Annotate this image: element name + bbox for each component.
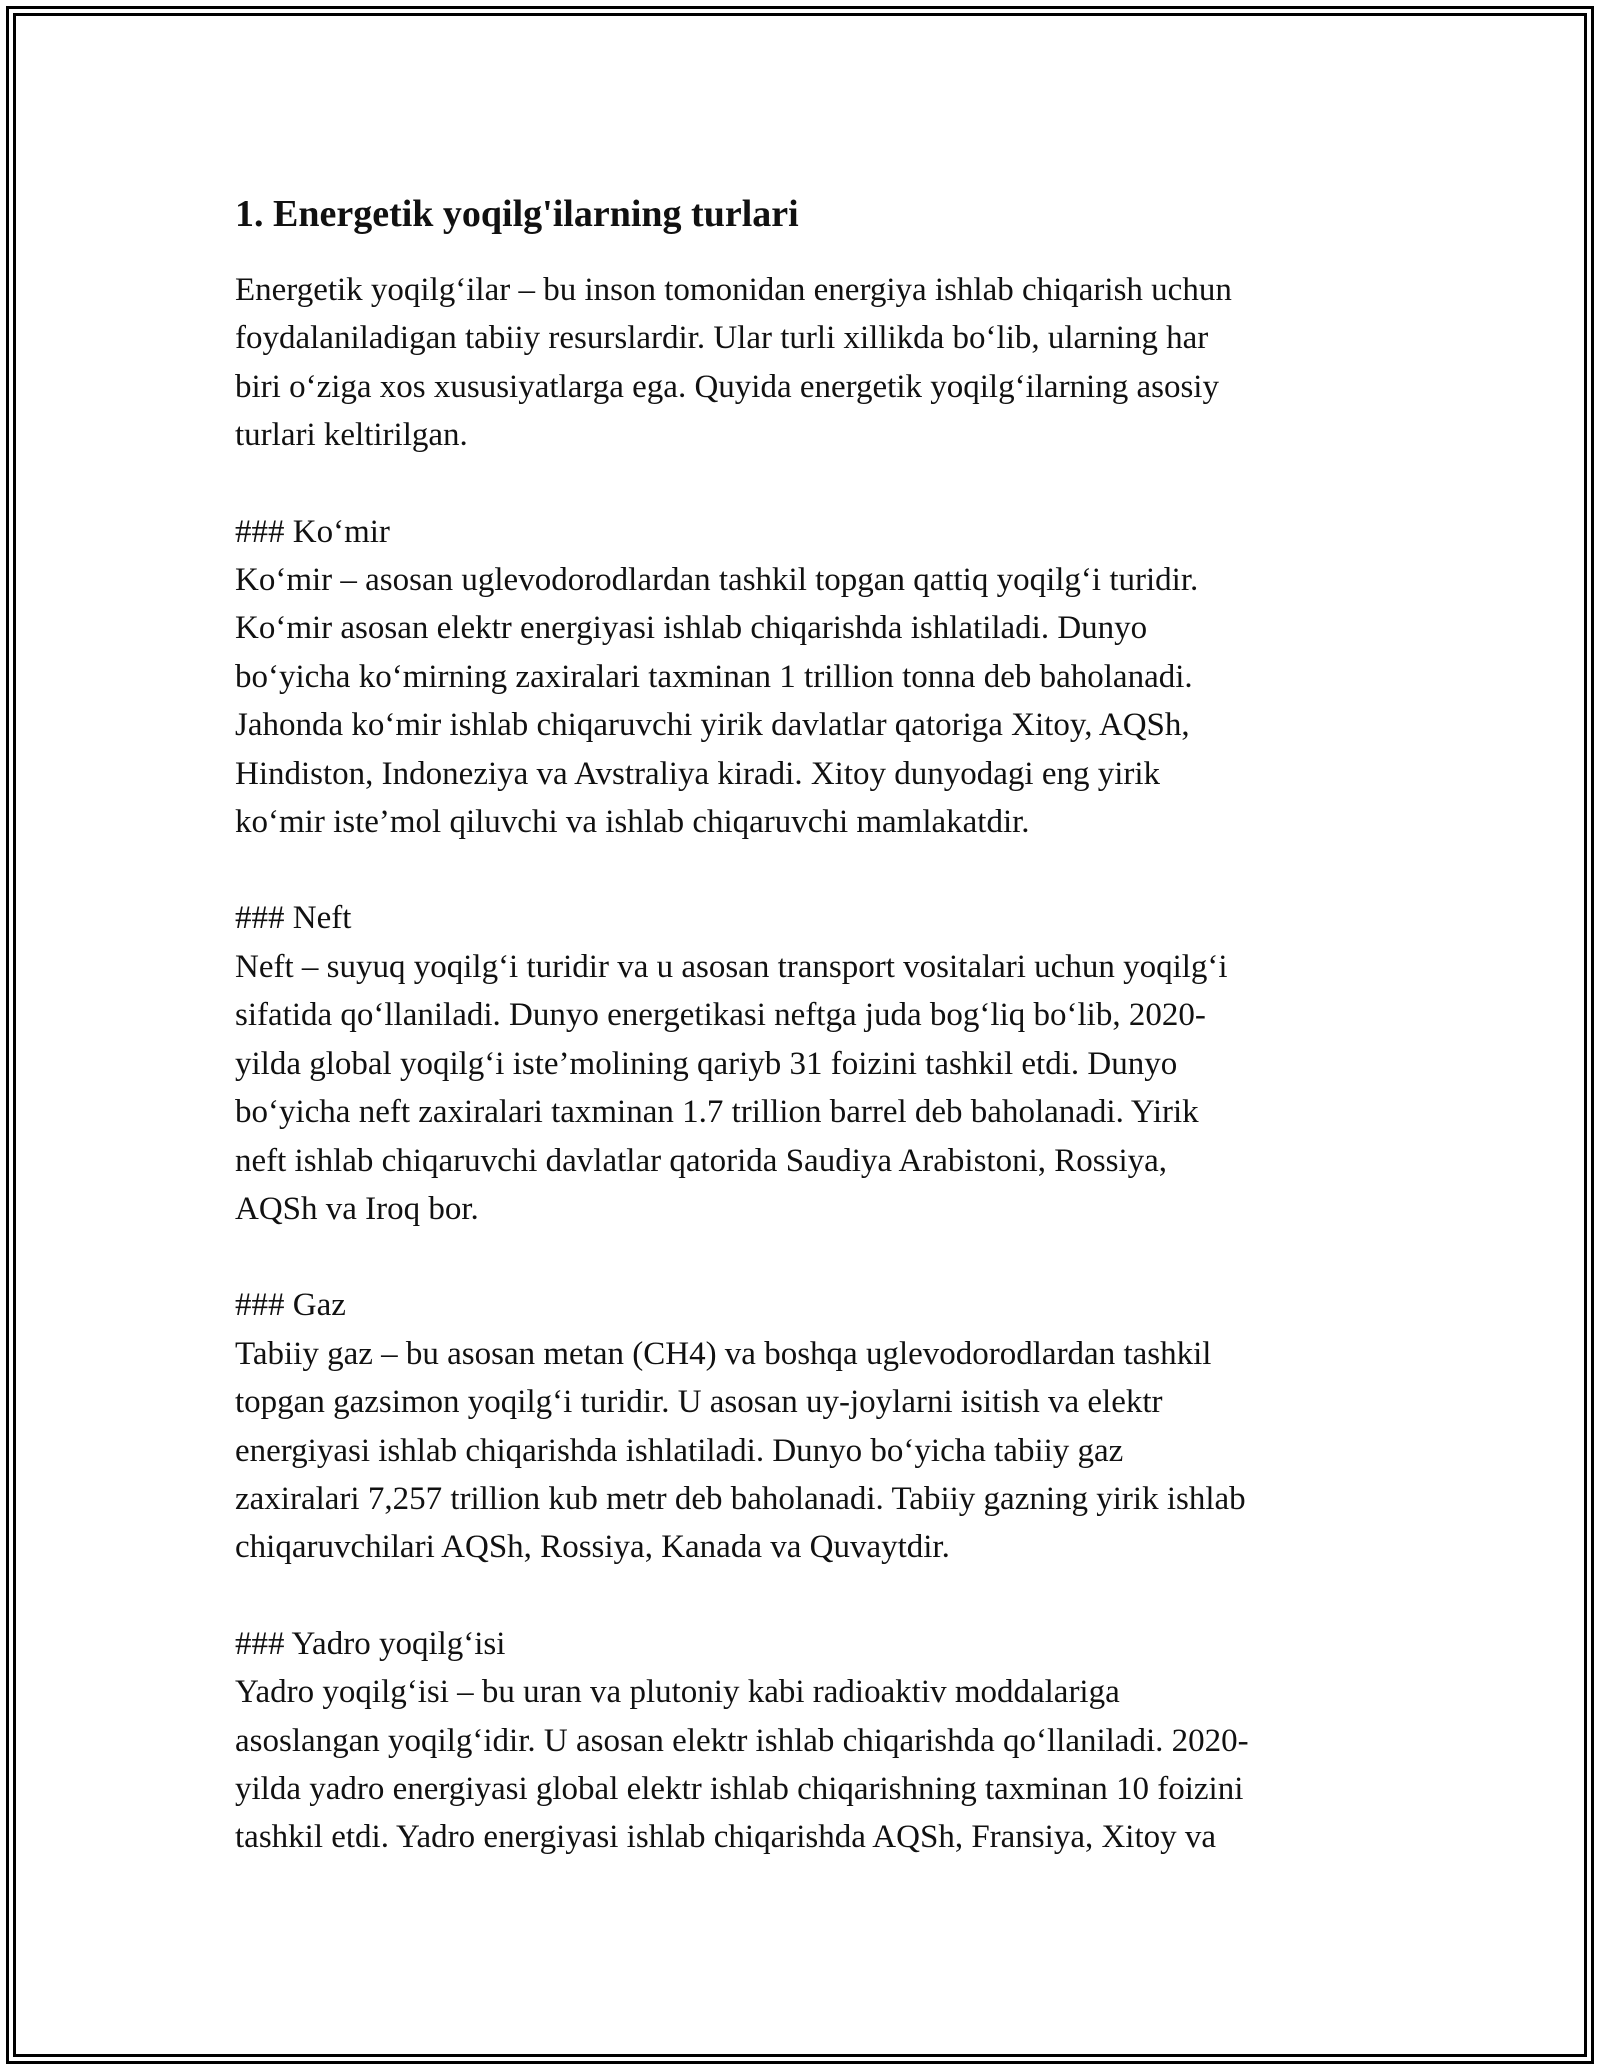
section-heading: ### Neft [235,900,352,937]
section-yadro [235,1620,1375,1862]
section-heading: ### Gaz [235,1287,346,1324]
section-paragraph: Ko‘mir – asosan uglevodorodlardan tashkil topgan qattiq yoqilg‘i turidir. Ko‘mir asosan elektr energiyasi ishlab chiqarishda ishlatiladi. Dunyo bo‘yicha ko‘mirning zaxiralari taxminan 1 trillion tonna deb baholanadi. Jahonda ko‘mir ishlab chiqaruvchi yirik davlatlar qatoriga Xitoy, AQSh, Hindiston, Indoneziya va Avstraliya kiradi. Xitoy dunyodagi eng yirik ko‘mir iste’mol qiluvchi va ishlab chiqaruvchi mamlakatdir. [235,562,1199,841]
section-paragraph: Neft – suyuq yoqilg‘i turidir va u asosan transport vositalari uchun yoqilg‘i sifatida qo‘llaniladi. Dunyo energetikasi neftga juda bog‘liq bo‘lib, 2020- yilda global yoqilg‘i iste’molining qariyb 31 foizini tashkil etdi. Dunyo bo‘yicha neft zaxiralari taxminan 1.7 trillion barrel deb baholanadi. Yirik neft ishlab chiqaruvchi davlatlar qatorida Saudiya Arabistoni, Rossiya, AQSh va Iroq bor. [235,948,1228,1227]
intro-paragraph: Energetik yoqilg‘ilar – bu inson tomonidan energiya ishlab chiqarish uchun foydalaniladigan tabiiy resurslardir. Ular turli xillikda bo‘lib, ularning har biri o‘ziga xos xususiyatlarga ega. Quyida energetik yoqilg‘ilarning asosiy turlari keltirilgan. [235,272,1232,454]
section-neft [235,894,1375,1233]
section-paragraph: Tabiiy gaz – bu asosan metan (CH4) va boshqa uglevodorodlardan tashkil topgan gazsimon yoqilg‘i turidir. U asosan uy-joylarni isitish va elektr energiyasi ishlab chiqarishda ishlatiladi. Dunyo bo‘yicha tabiiy gaz zaxiralari 7,257 trillion kub metr deb baholanadi. Tabiiy gazning yirik ishlab chiqaruvchilari AQSh, Rossiya, Kanada va Quvaytdir. [235,1335,1246,1566]
section-heading: ### Yadro yoqilg‘isi [235,1625,506,1662]
section-gaz [235,1281,1375,1571]
section-paragraph: Yadro yoqilg‘isi – bu uran va plutoniy kabi radioaktiv moddalariga asoslangan yoqilg‘idir. U asosan elektr ishlab chiqarishda qo‘llaniladi. 2020- yilda yadro energiyasi global elektr ishlab chiqarishning taxminan 10 foizini tashkil etdi. Yadro energiyasi ishlab chiqarishda AQSh, Fransiya, Xitoy va [235,1674,1249,1856]
document-title: 1. Energetik yoqilg'ilarning turlari [235,193,799,235]
document-body [235,186,1375,1862]
section-heading: ### Ko‘mir [235,513,390,550]
section-komir [235,508,1375,847]
